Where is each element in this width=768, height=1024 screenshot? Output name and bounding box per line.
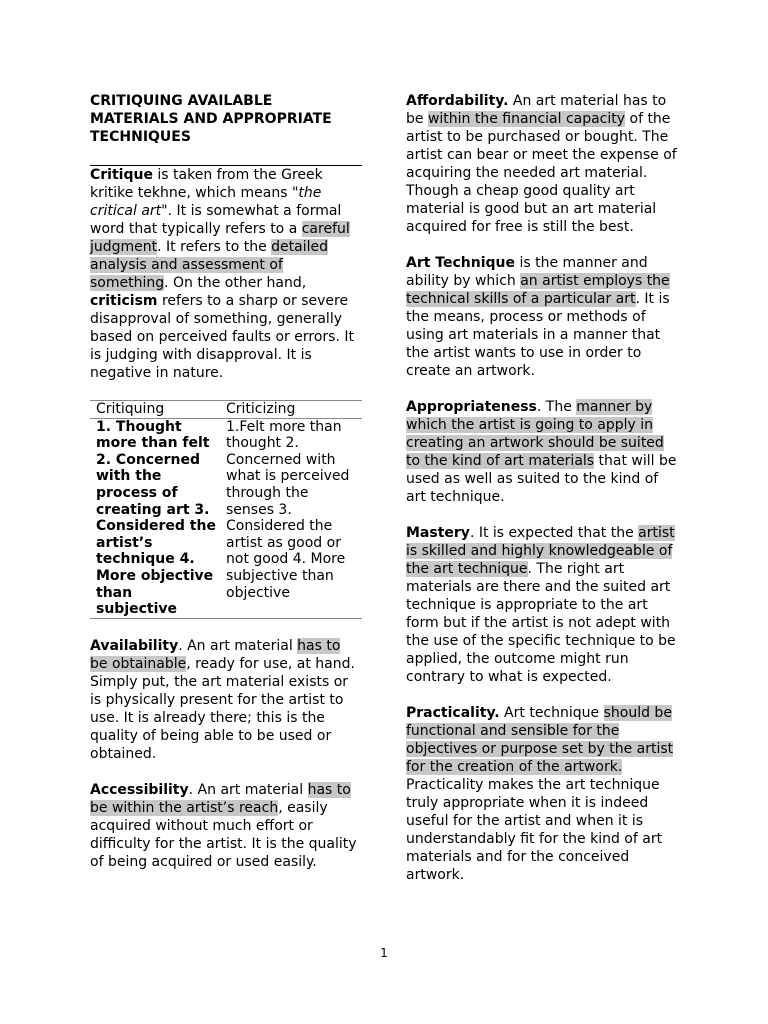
art-technique-paragraph <box>406 254 678 380</box>
left-column <box>90 92 362 871</box>
title-line: TECHNIQUES <box>90 129 191 145</box>
text: refers to a sharp or severe disapproval of something, generally based on perceived faults or errors. It is judging with disapproval. It is negative in nature. <box>90 293 354 381</box>
highlight: manner by which the artist is going to apply in creating an artwork should be suited to the kind of art materials <box>406 399 664 469</box>
highlight: careful judgment <box>90 221 350 255</box>
text: , ready for use, at hand. Simply put, the art material exists or is physically present for the artist to use. It is already there; this is the quality of being able to be used or obtained. <box>90 655 355 762</box>
practicality-paragraph <box>406 704 678 884</box>
mastery-paragraph <box>406 524 678 686</box>
page-title <box>90 92 362 166</box>
text: An art material has to be <box>406 93 667 127</box>
highlight: should be functional and sensible for the objectives or purpose set by the artist for the creation of the artwork. <box>406 705 674 775</box>
term: Appropriateness <box>406 399 537 415</box>
term: Art Technique <box>406 255 516 271</box>
text: of the artist to be purchased or bought. The artist can bear or meet the expense of acquiring the needed art material. Though a cheap good quality art material is good but an art material acquired for free is still the best. <box>406 111 677 235</box>
term: Affordability. <box>406 93 509 109</box>
term: Mastery <box>406 525 470 541</box>
title-line: MATERIALS AND APPROPRIATE <box>90 111 332 127</box>
text: ". It is somewhat a formal word that typically refers to a <box>90 203 342 237</box>
term: Availability <box>90 637 179 654</box>
critique-paragraph <box>90 166 362 382</box>
table-row <box>90 418 362 618</box>
text: . It is expected that the <box>469 525 639 541</box>
text: , easily acquired without much effort or difficulty for the artist. It is the quality of being acquired or used easily. <box>90 799 357 870</box>
term: Critique <box>90 167 153 183</box>
highlight: has to be obtainable <box>90 637 341 672</box>
text: . An art material <box>178 637 298 654</box>
term: Accessibility <box>90 781 189 798</box>
text: . It refers to the <box>157 239 272 255</box>
appropriateness-paragraph <box>406 398 678 506</box>
highlight: artist is skilled and highly knowledgeable of the art technique <box>406 525 675 577</box>
text: . The <box>536 399 577 415</box>
text: Art technique <box>499 705 604 721</box>
term: Practicality. <box>406 705 500 721</box>
highlight: detailed analysis and assessment of something <box>90 239 329 291</box>
text: . The right art materials are there and the suited art technique is appropriate to the art form but if the artist is not adept with the use of the specific technique to be applied, the outcome might run contrary to what is expected. <box>406 561 676 685</box>
highlight: has to be within the artist’s reach <box>90 781 351 816</box>
availability-paragraph <box>90 637 362 763</box>
text: is the manner and ability by which <box>406 255 648 289</box>
term: criticism <box>90 293 158 309</box>
text: . An art material <box>188 781 308 798</box>
highlight: within the financial capacity <box>427 111 626 127</box>
title-line: CRITIQUING AVAILABLE <box>90 93 273 109</box>
table-header: Critiquing <box>90 401 220 419</box>
comparison-table <box>90 400 362 619</box>
text: . On the other hand, <box>164 275 307 291</box>
text: is taken from the Greek kritike tekhne, which means " <box>90 167 323 201</box>
table-header: Criticizing <box>220 401 362 419</box>
highlight: an artist employs the technical skills of a particular art <box>406 273 670 307</box>
accessibility-paragraph <box>90 781 362 871</box>
page-number: 1 <box>380 946 388 960</box>
table-cell: 1. Thought more than felt 2. Concerned with the process of creating art 3. Considered the artist’s technique 4. More objective than subjective <box>90 418 220 618</box>
text: Practicality makes the art technique truly appropriate when it is indeed useful for the artist and when it is understandably fit for the kind of art materials and for the conceived artwork. <box>406 777 663 883</box>
right-column <box>406 92 678 884</box>
quote: the critical art <box>90 185 322 219</box>
text: . It is the means, process or methods of using art materials in a manner that the artist wants to use in order to create an artwork. <box>406 291 670 379</box>
text: that will be used as well as suited to the kind of art technique. <box>406 453 677 505</box>
table-cell: 1.Felt more than thought 2. Concerned with what is perceived through the senses 3. Considered the artist as good or not good 4. More subjective than objective <box>220 418 362 618</box>
affordability-paragraph <box>406 92 678 236</box>
